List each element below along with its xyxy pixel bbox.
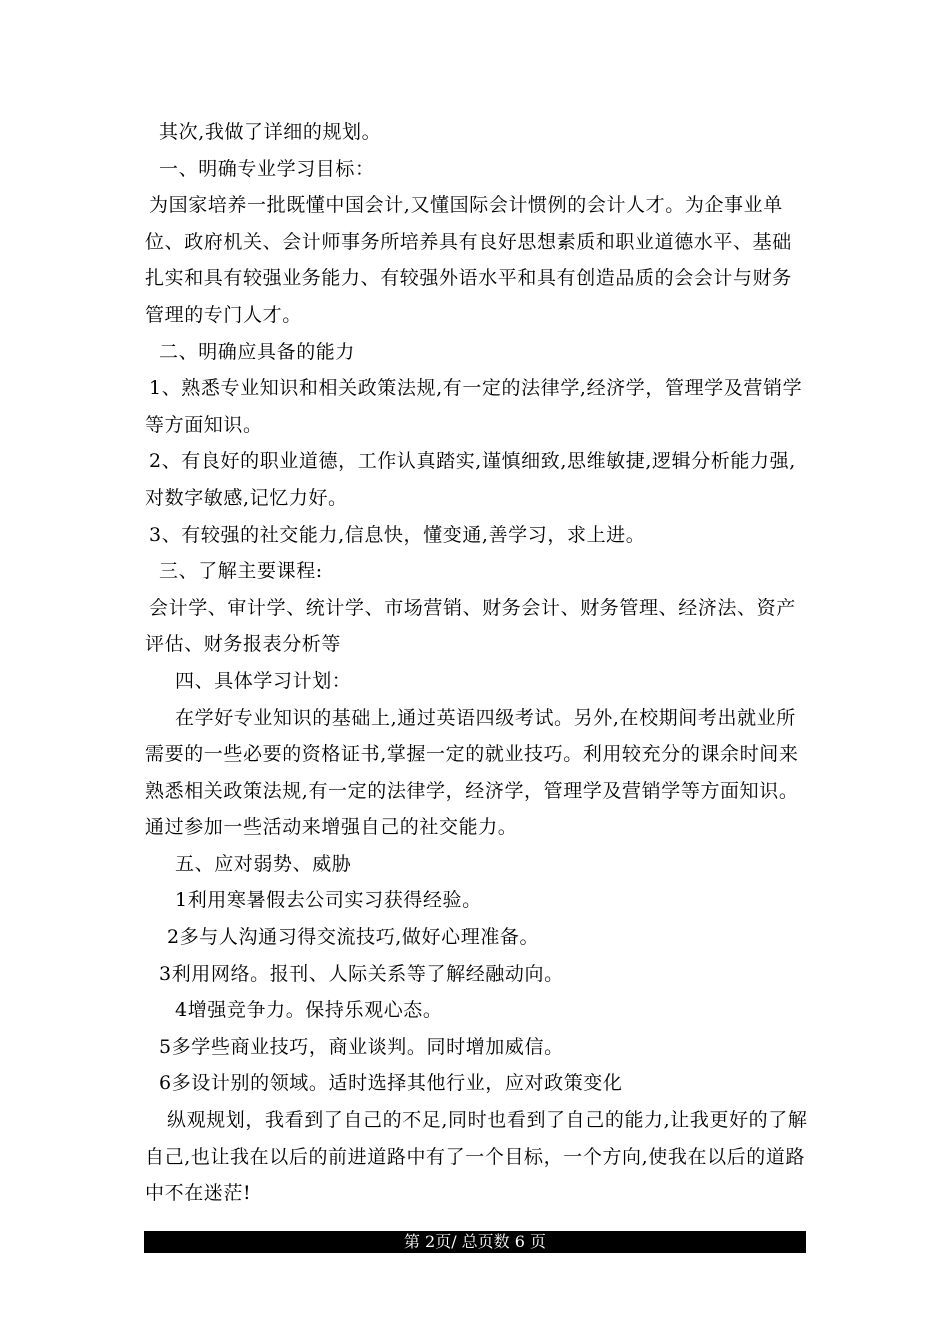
list-item-ability-2: 2、有良好的职业道德，工作认真踏实,谨慎细致,思维敏捷,逻辑分析能力强,对数字敏感,记忆力好。 [145, 450, 796, 509]
paragraph-study-plan: 在学好专业知识的基础上,通过英语四级考试。另外,在校期间考出就业所需要的一些必要的资格证书,掌握一定的就业技巧。利用较充分的课余时间来熟悉相关政策法规,有一定的法律学，经济学，管理学及营销学等方面知识。通过参加一些活动来增强自己的社交能力。 [145, 706, 799, 839]
list-item-measure-2: 2多与人沟通习得交流技巧,做好心理准备。 [167, 926, 540, 949]
heading-weakness: 五、应对弱势、威胁 [175, 852, 352, 875]
paragraph-courses: 会计学、审计学、统计学、市场营销、财务会计、财务管理、经济法、资产评估、财务报表分析等 [145, 596, 796, 656]
list-item-measure-6: 6多设计别的领域。适时选择其他行业，应对政策变化 [159, 1072, 623, 1095]
list-item-ability-3: 3、有较强的社交能力,信息快，懂变通,善学习，求上进。 [149, 523, 646, 546]
page-footer [144, 1231, 806, 1253]
list-item-measure-5: 5多学些商业技巧，商业谈判。同时增加威信。 [159, 1035, 564, 1058]
list-item-ability-1: 1、熟悉专业知识和相关政策法规,有一定的法律学,经济学，管理学及营销学等方面知识。 [145, 377, 803, 436]
page-number-text: 第 2页/ 总页数 6 页 [403, 1232, 547, 1251]
list-item-measure-3: 3利用网络。报刊、人际关系等了解经融动向。 [159, 962, 564, 985]
heading-courses: 三、了解主要课程: [159, 560, 323, 583]
list-item-measure-1: 1利用寒暑假去公司实习获得经验。 [175, 889, 482, 912]
paragraph-conclusion: 纵观规划，我看到了自己的不足,同时也看到了自己的能力,让我更好的了解自己,也让我在以后的前进道路中有了一个目标，一个方向,使我在以后的道路中不在迷茫! [145, 1109, 808, 1205]
list-item-measure-4: 4增强竞争力。保持乐观心态。 [175, 999, 443, 1022]
heading-study-plan: 四、具体学习计划： [175, 669, 352, 692]
heading-abilities: 二、明确应具备的能力 [159, 340, 356, 363]
document-body [145, 114, 810, 1212]
heading-study-goals: 一、明确专业学习目标： [159, 157, 375, 180]
paragraph-intro: 其次,我做了详细的规划。 [159, 121, 382, 143]
paragraph-study-goals: 为国家培养一批既懂中国会计,又懂国际会计惯例的会计人才。为企事业单位、政府机关、会计师事务所培养具有良好思想素质和职业道德水平、基础扎实和具有较强业务能力、有较强外语水平和具有创造品质的会会计与财务管理的专门人才。 [145, 194, 792, 326]
